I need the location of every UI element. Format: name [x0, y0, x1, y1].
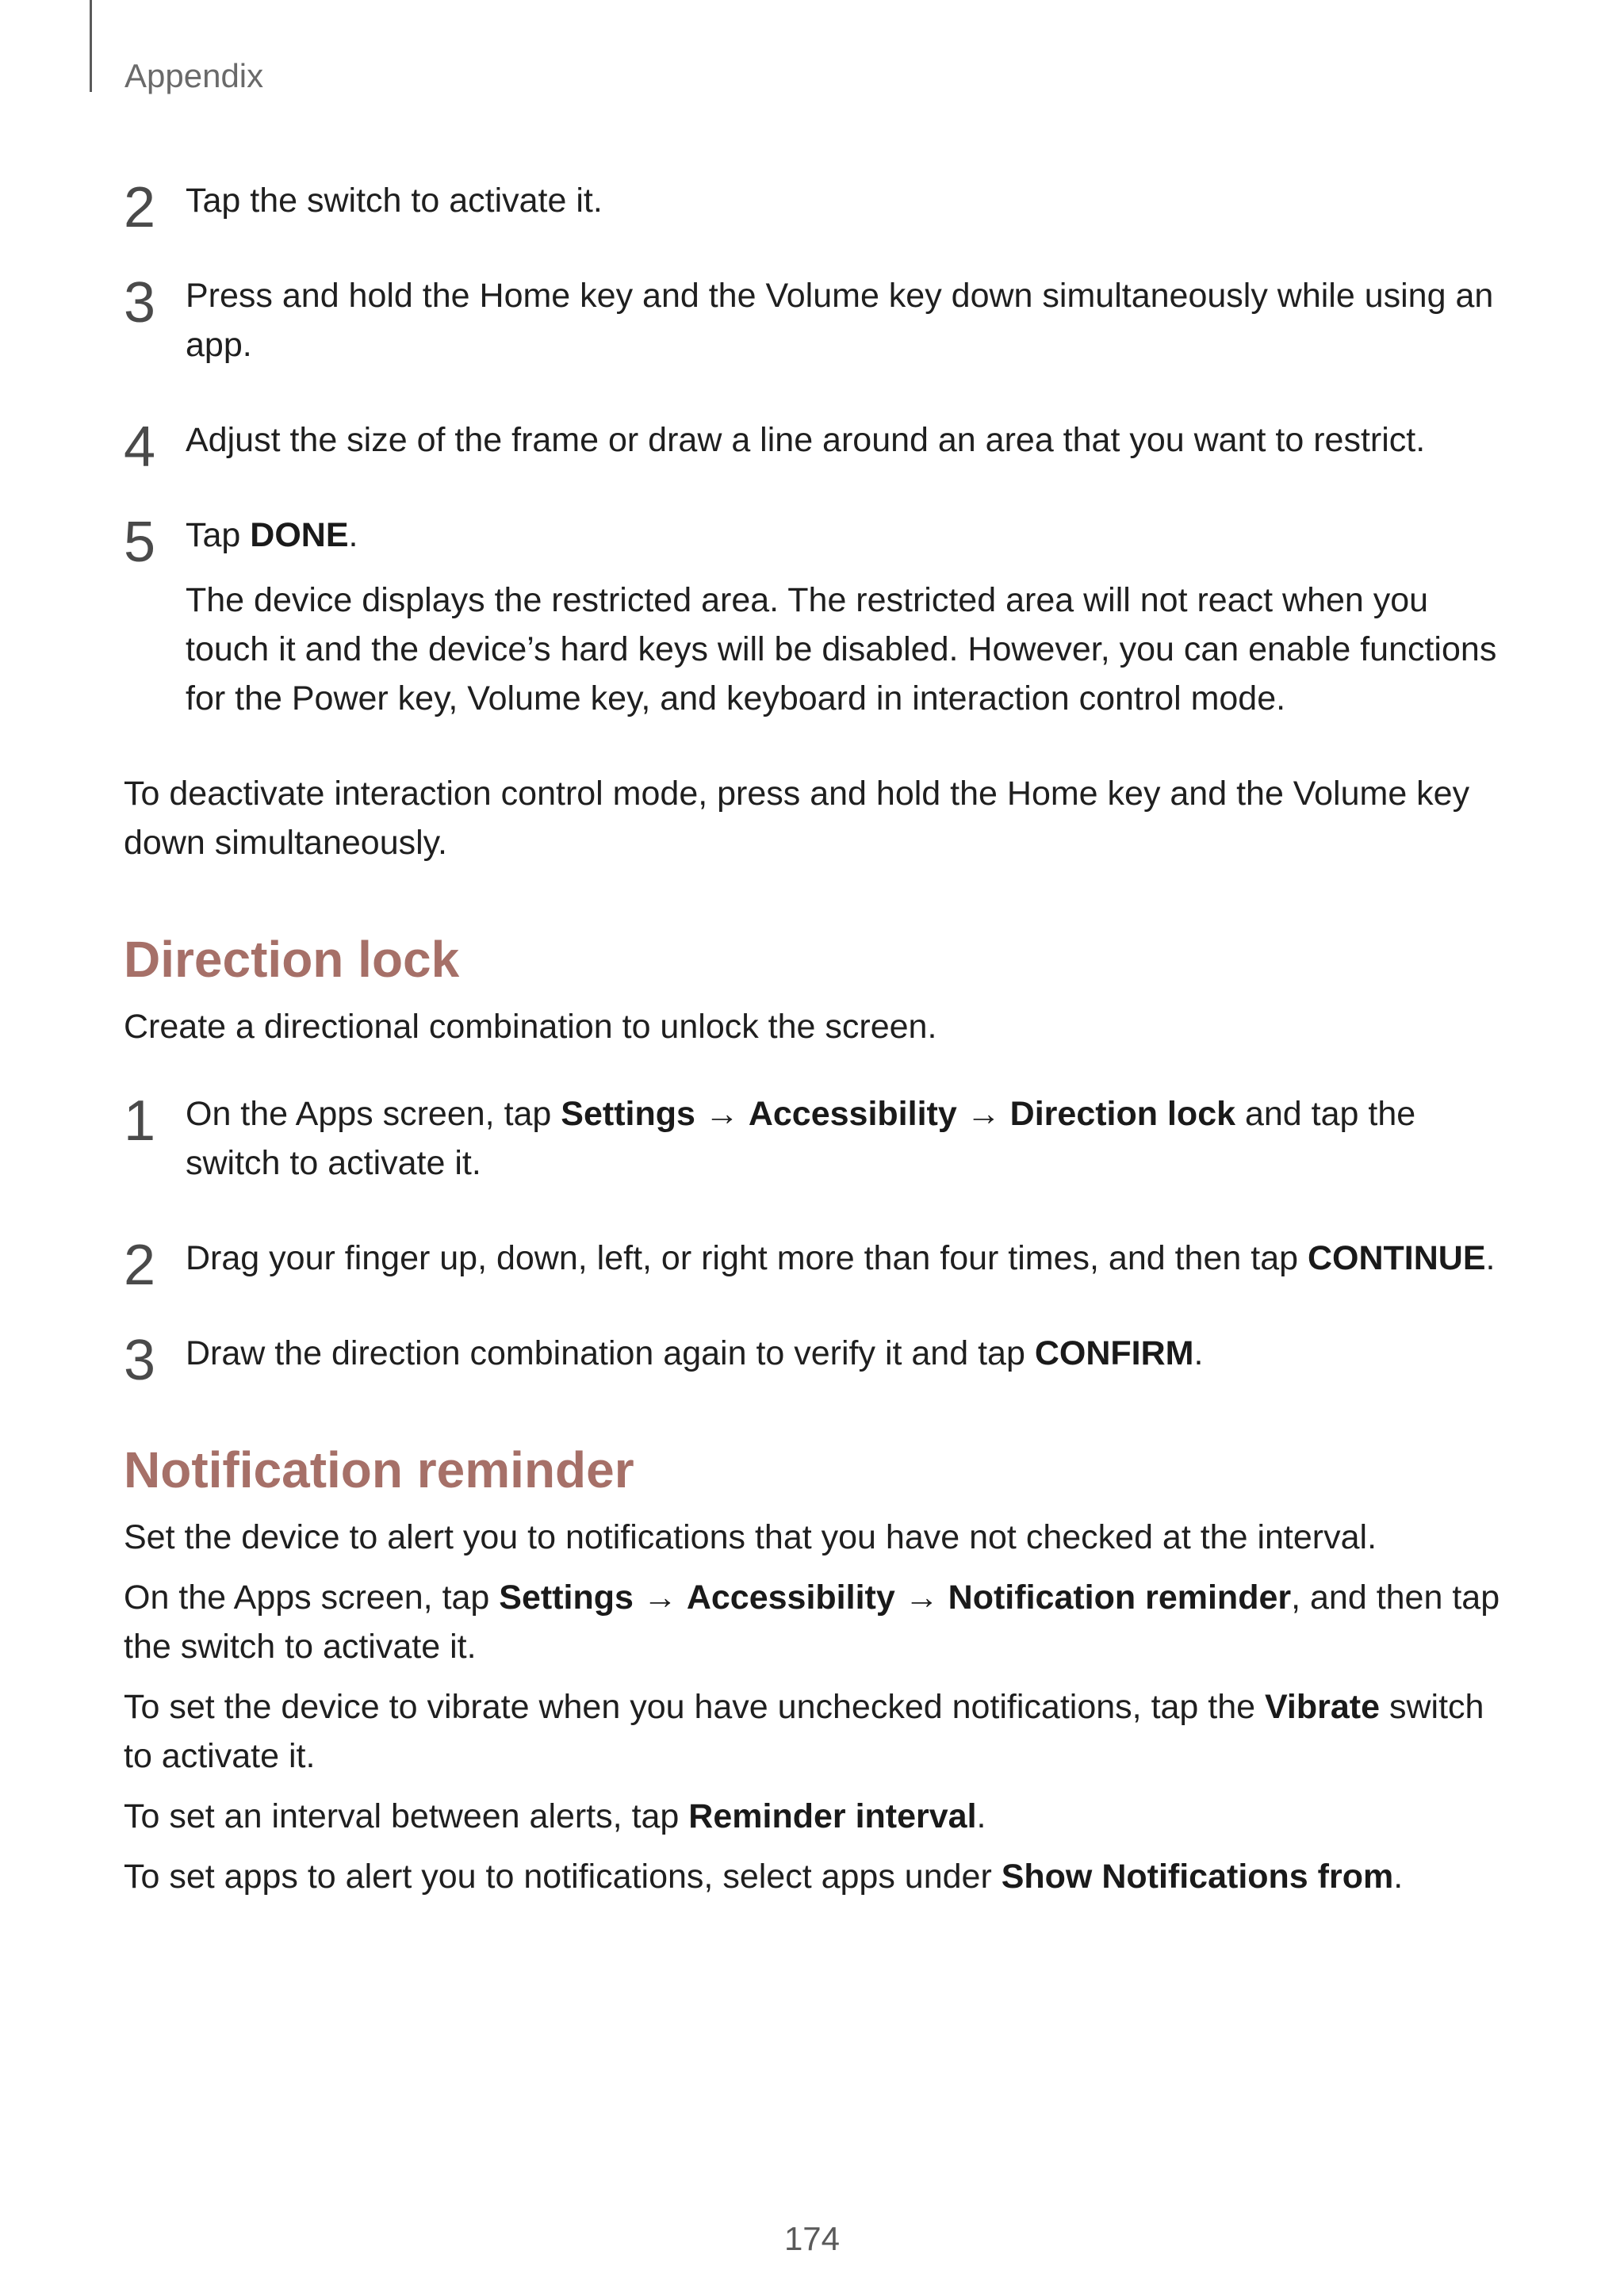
- step-number: 3: [124, 271, 156, 335]
- text-run: and tap the switch to activate it.: [186, 1095, 1416, 1182]
- dl-step-3: [124, 1329, 1503, 1392]
- text-run: switch to activate it.: [124, 1688, 1484, 1775]
- step-5-note: The device displays the restricted area. The restricted area will not react when you touch it and the device’s hard keys will be disabled. However, you can enable functions for the Power key, Volume key, and keyboard in interaction control mode.: [186, 581, 1497, 718]
- nr-paragraph-3: [124, 1682, 1503, 1781]
- text-run: Tap: [186, 516, 251, 554]
- text-run: On the Apps screen, tap: [186, 1095, 561, 1133]
- confirm-label: CONFIRM: [1034, 1334, 1194, 1372]
- text-run: Draw the direction combination again to verify it and tap: [186, 1334, 1035, 1372]
- direction-lock-intro: Create a directional combination to unlock the screen.: [124, 1008, 937, 1046]
- step-3-press-hold: [124, 271, 1503, 369]
- nr-paragraph-2: [124, 1573, 1503, 1671]
- dl-step-1: [124, 1089, 1503, 1188]
- step-number: 2: [124, 176, 156, 239]
- step-text: [186, 1329, 1503, 1378]
- arrow-glyph: →: [633, 1578, 687, 1617]
- reminder-interval-label: Reminder interval: [688, 1797, 977, 1835]
- step-text: [186, 511, 1503, 560]
- direction-lock-label: Direction lock: [1009, 1095, 1236, 1133]
- accessibility-label: Accessibility: [748, 1095, 957, 1133]
- dl-step-2: [124, 1234, 1503, 1297]
- page-content: [124, 176, 1503, 1901]
- continue-label: CONTINUE: [1307, 1239, 1486, 1277]
- step-text: Tap the switch to activate it.: [186, 182, 603, 220]
- text-run: .: [348, 516, 358, 554]
- header-rule: [90, 0, 92, 92]
- text-run: On the Apps screen, tap: [124, 1578, 500, 1617]
- show-notifications-from-label: Show Notifications from: [1001, 1858, 1394, 1896]
- section-heading-notification-reminder: Notification reminder: [124, 1441, 634, 1498]
- arrow-glyph: →: [894, 1578, 948, 1617]
- text-run: To set the device to vibrate when you have unchecked notifications, tap the: [124, 1688, 1266, 1726]
- step-5-tap-done: [124, 511, 1503, 574]
- text-run: .: [1193, 1334, 1204, 1372]
- step-text: [186, 1089, 1503, 1188]
- text-run: To set apps to alert you to notifications, select apps under: [124, 1858, 1002, 1896]
- step-number: 1: [124, 1089, 156, 1153]
- notification-reminder-label: Notification reminder: [948, 1578, 1292, 1617]
- text-run: Drag your finger up, down, left, or right more than four times, and then tap: [186, 1239, 1308, 1277]
- section-heading-direction-lock: Direction lock: [124, 931, 460, 988]
- done-label: DONE: [250, 516, 349, 554]
- arrow-glyph: →: [956, 1095, 1010, 1133]
- vibrate-label: Vibrate: [1265, 1688, 1381, 1726]
- page-number: 174: [783, 2220, 841, 2257]
- step-number: 2: [124, 1234, 156, 1297]
- text-run: .: [976, 1797, 986, 1835]
- step-4-adjust-frame: [124, 415, 1503, 479]
- text-run: , and then tap the switch to activate it.: [124, 1578, 1500, 1666]
- step-number: 5: [124, 511, 156, 574]
- settings-label: Settings: [499, 1578, 634, 1617]
- step-number: 4: [124, 415, 156, 479]
- step-text: Adjust the size of the frame or draw a line around an area that you want to restrict.: [186, 421, 1426, 459]
- nr-paragraph-5: [124, 1852, 1503, 1901]
- arrow-glyph: →: [695, 1095, 749, 1133]
- step-text: [186, 1234, 1503, 1283]
- text-run: To set an interval between alerts, tap: [124, 1797, 689, 1835]
- nr-paragraph-4: [124, 1792, 1503, 1841]
- accessibility-label: Accessibility: [686, 1578, 895, 1617]
- text-run: .: [1485, 1239, 1496, 1277]
- step-text: Press and hold the Home key and the Volume key down simultaneously while using an app.: [186, 277, 1494, 364]
- step-number: 3: [124, 1329, 156, 1392]
- settings-label: Settings: [561, 1095, 695, 1133]
- nr-paragraph-1: Set the device to alert you to notifications that you have not checked at the interval.: [124, 1518, 1377, 1556]
- running-head: Appendix: [124, 57, 264, 94]
- deactivate-paragraph: To deactivate interaction control mode, press and hold the Home key and the Volume key down simultaneously.: [124, 775, 1470, 862]
- text-run: .: [1393, 1858, 1404, 1896]
- step-2-switch: [124, 176, 1503, 239]
